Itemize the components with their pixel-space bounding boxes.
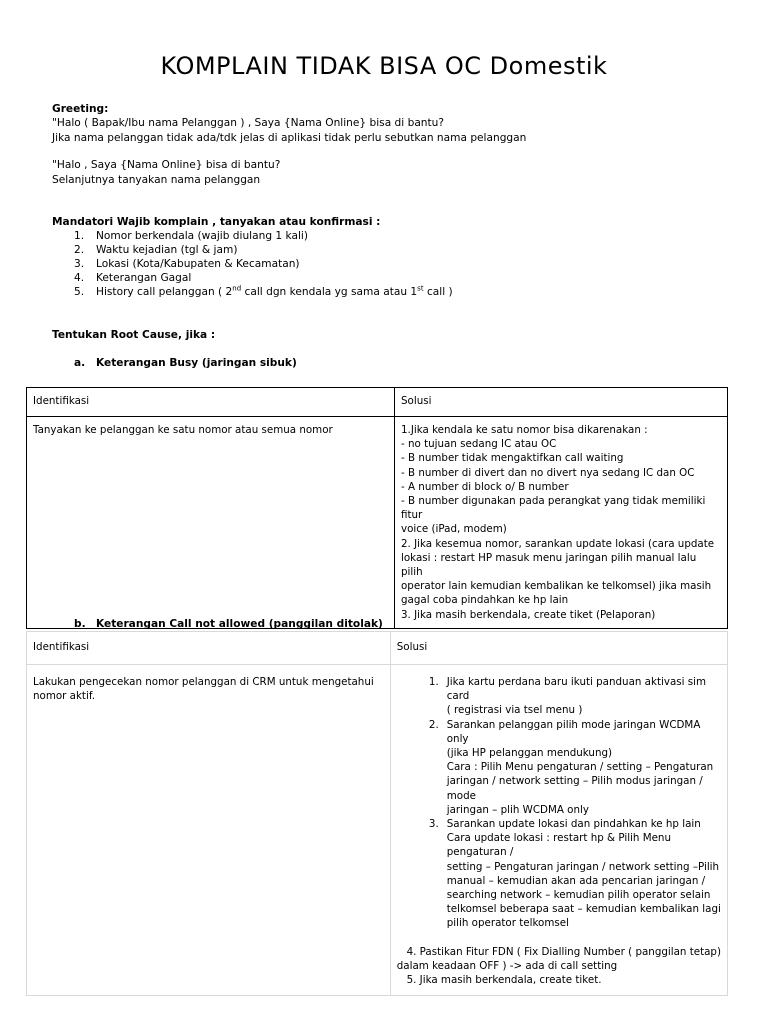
identifikasi-cell: Tanyakan ke pelanggan ke satu nomor atau semua nomor: [27, 417, 395, 629]
item-number: 1.: [74, 230, 85, 242]
text-line: lokasi : restart HP masuk menu jaringan pilih manual lalu pilih: [401, 551, 697, 579]
item-text: [447, 718, 721, 817]
text-line: Jika kartu perdana baru ikuti panduan aktivasi sim card: [446, 676, 707, 703]
item-text: Nomor berkendala (wajib diulang 1 kali): [96, 230, 308, 242]
item-number: 2.: [74, 244, 85, 256]
solusi-cell: [395, 417, 728, 629]
solusi-extra-lines: [397, 945, 721, 988]
text-line: gagal coba pindahkan ke hp lain: [401, 594, 569, 607]
text-line: Cara : Pilih Menu pengaturan / setting – Pengaturan: [446, 761, 714, 774]
solusi-cell: [390, 665, 727, 996]
table-header-row: [27, 632, 728, 665]
greeting-line: Jika nama pelanggan tidak ada/tdk jelas di aplikasi tidak perlu sebutkan nama pelanggan: [52, 132, 527, 144]
section-label: b.: [74, 618, 86, 630]
text-line: - no tujuan sedang IC atau OC: [401, 438, 557, 451]
section-title: Keterangan Call not allowed (panggilan ditolak): [96, 618, 383, 630]
greeting-heading: Greeting:: [52, 103, 109, 115]
list-item: [397, 817, 721, 931]
text-line: telkomsel beberapa saat – kemudian kembalikan lagi: [446, 903, 721, 916]
solusi-list: [397, 675, 721, 931]
section-a-heading: [74, 356, 297, 371]
list-item: [74, 243, 453, 257]
mandatory-heading: Mandatori Wajib komplain , tanyakan atau konfirmasi :: [52, 216, 381, 228]
text-line: 2. Jika kesemua nomor, sarankan update lokasi (cara update: [401, 537, 715, 550]
text-line: voice (iPad, modem): [401, 523, 507, 536]
item-number: 3.: [74, 258, 85, 270]
item-number: 4.: [74, 272, 85, 284]
item-number: 2.: [428, 718, 439, 731]
superscript: st: [417, 284, 424, 293]
text-line: - B number digunakan pada perangkat yang tidak memiliki fitur: [401, 495, 706, 522]
item-text: call ): [423, 286, 453, 298]
header-identifikasi: Identifikasi: [27, 632, 391, 665]
header-identifikasi: Identifikasi: [27, 388, 395, 417]
greeting-line: "Halo , Saya {Nama Online} bisa di bantu?: [52, 159, 281, 171]
text-line: pilih operator telkomsel: [446, 917, 569, 930]
text-line: 5. Jika masih berkendala, create tiket.: [396, 974, 602, 987]
text-line: searching network – kemudian pilih operator selain: [446, 889, 711, 902]
text-line: Sarankan pelanggan pilih mode jaringan WCDMA only: [446, 718, 701, 745]
item-text: Lokasi (Kota/Kabupaten & Kecamatan): [96, 258, 300, 270]
identifikasi-cell: [27, 665, 391, 996]
list-item: [74, 257, 453, 271]
table-header-row: [27, 388, 728, 417]
item-number: 1.: [428, 676, 439, 688]
solusi-lines: [401, 423, 721, 622]
call-not-allowed-table: [26, 631, 728, 996]
superscript: nd: [232, 284, 242, 293]
text-line: jaringan – plih WCDMA only: [446, 803, 589, 816]
table-row: [27, 417, 728, 629]
greeting-line: "Halo ( Bapak/Ibu nama Pelanggan ) , Saya {Nama Online} bisa di bantu?: [52, 117, 445, 129]
item-text: [447, 675, 721, 718]
item-text: Keterangan Gagal: [96, 272, 192, 284]
item-text: call dgn kendala yg sama atau 1: [241, 286, 418, 298]
item-text: History call pelanggan ( 2: [96, 286, 233, 298]
text-line: dalam keadaan OFF ) -> ada di call setting: [396, 959, 618, 972]
text-line: jaringan / network setting – Pilih modus jaringan / mode: [446, 775, 703, 802]
text-line: setting – Pengaturan jaringan / network setting –Pilih: [446, 860, 720, 873]
item-text: [447, 817, 721, 931]
root-cause-heading: Tentukan Root Cause, jika :: [52, 329, 216, 341]
text-line: - A number di block o/ B number: [401, 480, 569, 493]
text-line: 1.Jika kendala ke satu nomor bisa dikarenakan :: [401, 424, 648, 436]
text-line: Sarankan update lokasi dan pindahkan ke hp lain: [446, 818, 701, 831]
header-solusi: Solusi: [390, 632, 727, 665]
item-text: Waktu kejadian (tgl & jam): [96, 244, 238, 256]
document-title: KOMPLAIN TIDAK BISA OC Domestik: [160, 52, 608, 80]
section-title: Keterangan Busy (jaringan sibuk): [96, 357, 297, 369]
text-line: Lakukan pengecekan nomor pelanggan di CRM untuk mengetahui: [33, 676, 374, 688]
item-number: 3.: [428, 818, 439, 831]
text-line: ( registrasi via tsel menu ): [446, 704, 583, 717]
section-b-heading: [74, 617, 383, 632]
busy-table: [26, 387, 728, 629]
text-line: (jika HP pelanggan mendukung): [446, 747, 613, 760]
greeting-line: Selanjutnya tanyakan nama pelanggan: [52, 174, 261, 186]
text-line: - B number tidak mengaktifkan call waiting: [401, 452, 624, 465]
text-line: manual – kemudian akan ada pencarian jaringan /: [446, 874, 706, 887]
list-item: [74, 285, 453, 299]
text-line: - B number di divert dan no divert nya sedang IC dan OC: [401, 466, 695, 479]
header-solusi: Solusi: [395, 388, 728, 417]
text-line: nomor aktif.: [33, 690, 95, 703]
text-line: 4. Pastikan Fitur FDN ( Fix Dialling Number ( panggilan tetap): [396, 945, 721, 958]
list-item: [397, 675, 721, 718]
list-item: [397, 718, 721, 817]
text-line: Cara update lokasi : restart hp & Pilih Menu pengaturan /: [446, 832, 671, 859]
list-item: [74, 271, 453, 285]
text-line: 3. Jika masih berkendala, create tiket (Pelaporan): [401, 608, 656, 621]
text-line: operator lain kemudian kembalikan ke telkomsel) jika masih: [401, 580, 712, 593]
section-label: a.: [74, 357, 86, 369]
table-row: [27, 665, 728, 996]
identifikasi-lines: [33, 675, 384, 703]
mandatory-list: [74, 229, 453, 299]
item-number: 5.: [74, 286, 85, 298]
list-item: [74, 229, 453, 243]
